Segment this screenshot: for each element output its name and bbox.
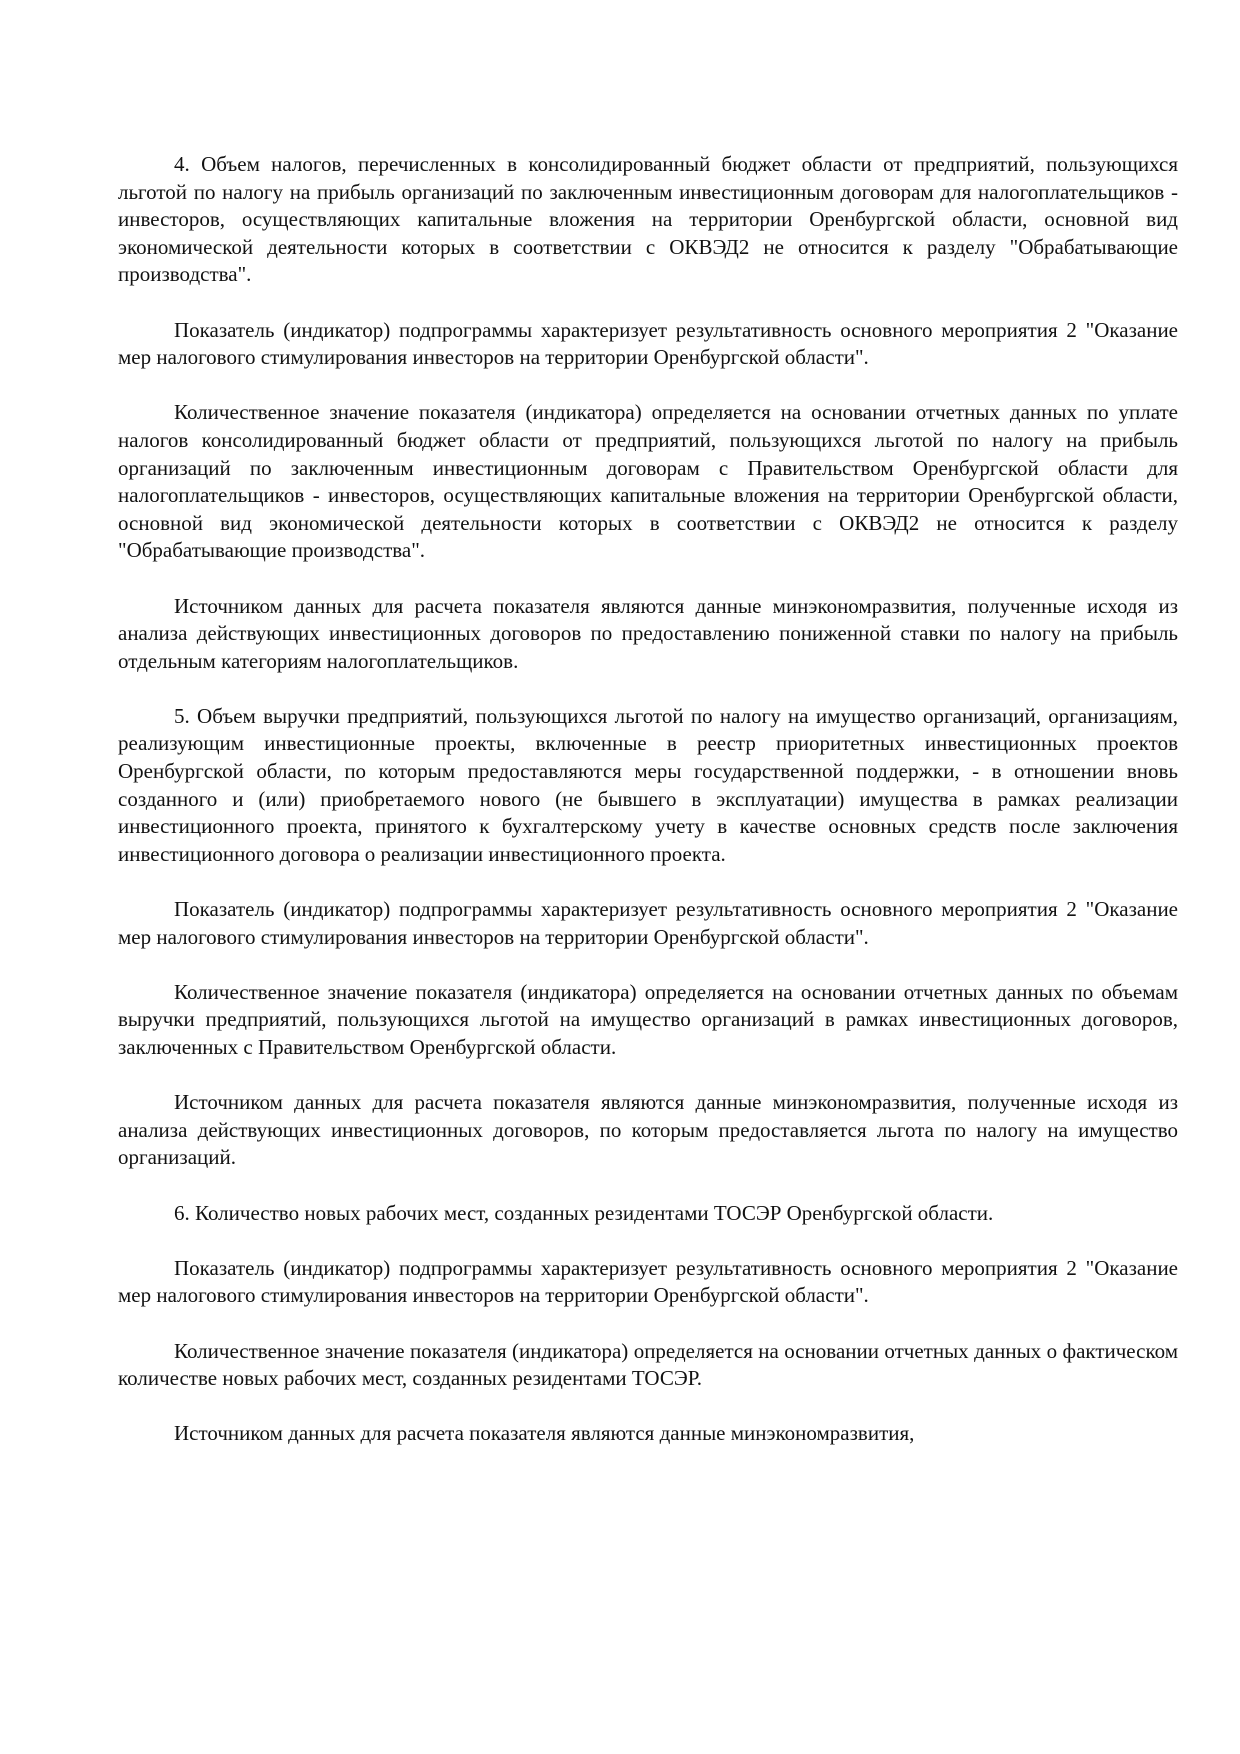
paragraph-indicator-4-characteristic: Показатель (индикатор) подпрограммы характеризует результативность основного мероприятия 2 "Оказание мер налогового стимулирования инвесторов на территории Оренбургской области". xyxy=(118,317,1178,370)
paragraph-indicator-6-source: Источником данных для расчета показателя являются данные минэкономразвития, xyxy=(174,1421,915,1446)
paragraph-indicator-6-characteristic: Показатель (индикатор) подпрограммы характеризует результативность основного мероприятия 2 "Оказание мер налогового стимулирования инвесторов на территории Оренбургской области". xyxy=(118,1255,1178,1308)
paragraph-indicator-5-title: 5. Объем выручки предприятий, пользующихся льготой по налогу на имущество организаций, организациям, реализующим инвестиционные проекты, включенные в реестр приоритетных инвестиционных проектов Оренбургской области, по которым предоставляются меры государственной поддержки, - в отношении вновь созданного и (или) приобретаемого нового (не бывшего в эксплуатации) имущества в рамках реализации инвестиционного проекта, принятого к бухгалтерскому учету в качестве основных средств после заключения инвестиционного договора о реализации инвестиционного проекта. xyxy=(118,703,1178,866)
paragraph-indicator-4-source: Источником данных для расчета показателя являются данные минэкономразвития, полученные исходя из анализа действующих инвестиционных договоров по предоставлению пониженной ставки по налогу на прибыль отдельным категориям налогоплательщиков. xyxy=(118,593,1178,673)
document-page xyxy=(118,151,1178,1448)
paragraph-indicator-6-calculation: Количественное значение показателя (индикатора) определяется на основании отчетных данных о фактическом количестве новых рабочих мест, созданных резидентами ТОСЭР. xyxy=(118,1338,1178,1391)
paragraph-indicator-4-title: 4. Объем налогов, перечисленных в консолидированный бюджет области от предприятий, пользующихся льготой по налогу на прибыль организаций по заключенным инвестиционным договорам для налогоплательщиков - инвесторов, осуществляющих капитальные вложения на территории Оренбургской области, основной вид экономической деятельности которых в соответствии с ОКВЭД2 не относится к разделу "Обрабатывающие производства". xyxy=(118,152,1178,287)
paragraph-indicator-5-calculation: Количественное значение показателя (индикатора) определяется на основании отчетных данных по объемам выручки предприятий, пользующихся льготой на имущество организаций в рамках инвестиционных договоров, заключенных с Правительством Оренбургской области. xyxy=(118,979,1178,1059)
paragraph-indicator-6-title: 6. Количество новых рабочих мест, созданных резидентами ТОСЭР Оренбургской области. xyxy=(174,1200,994,1225)
paragraph-indicator-5-characteristic: Показатель (индикатор) подпрограммы характеризует результативность основного мероприятия 2 "Оказание мер налогового стимулирования инвесторов на территории Оренбургской области". xyxy=(118,897,1178,949)
paragraph-indicator-4-calculation: Количественное значение показателя (индикатора) определяется на основании отчетных данных по уплате налогов консолидированный бюджет области от предприятий, пользующихся льготой по налогу на прибыль организаций по заключенным инвестиционным договорам с Правительством Оренбургской области для налогоплательщиков - инвесторов, осуществляющих капитальные вложения на территории Оренбургской области, основной вид экономической деятельности которых в соответствии с ОКВЭД2 не относится к разделу "Обрабатывающие производства". xyxy=(118,400,1178,563)
paragraph-indicator-5-source: Источником данных для расчета показателя являются данные минэкономразвития, полученные исходя из анализа действующих инвестиционных договоров, по которым предоставляется льгота по налогу на имущество организаций. xyxy=(118,1090,1178,1170)
